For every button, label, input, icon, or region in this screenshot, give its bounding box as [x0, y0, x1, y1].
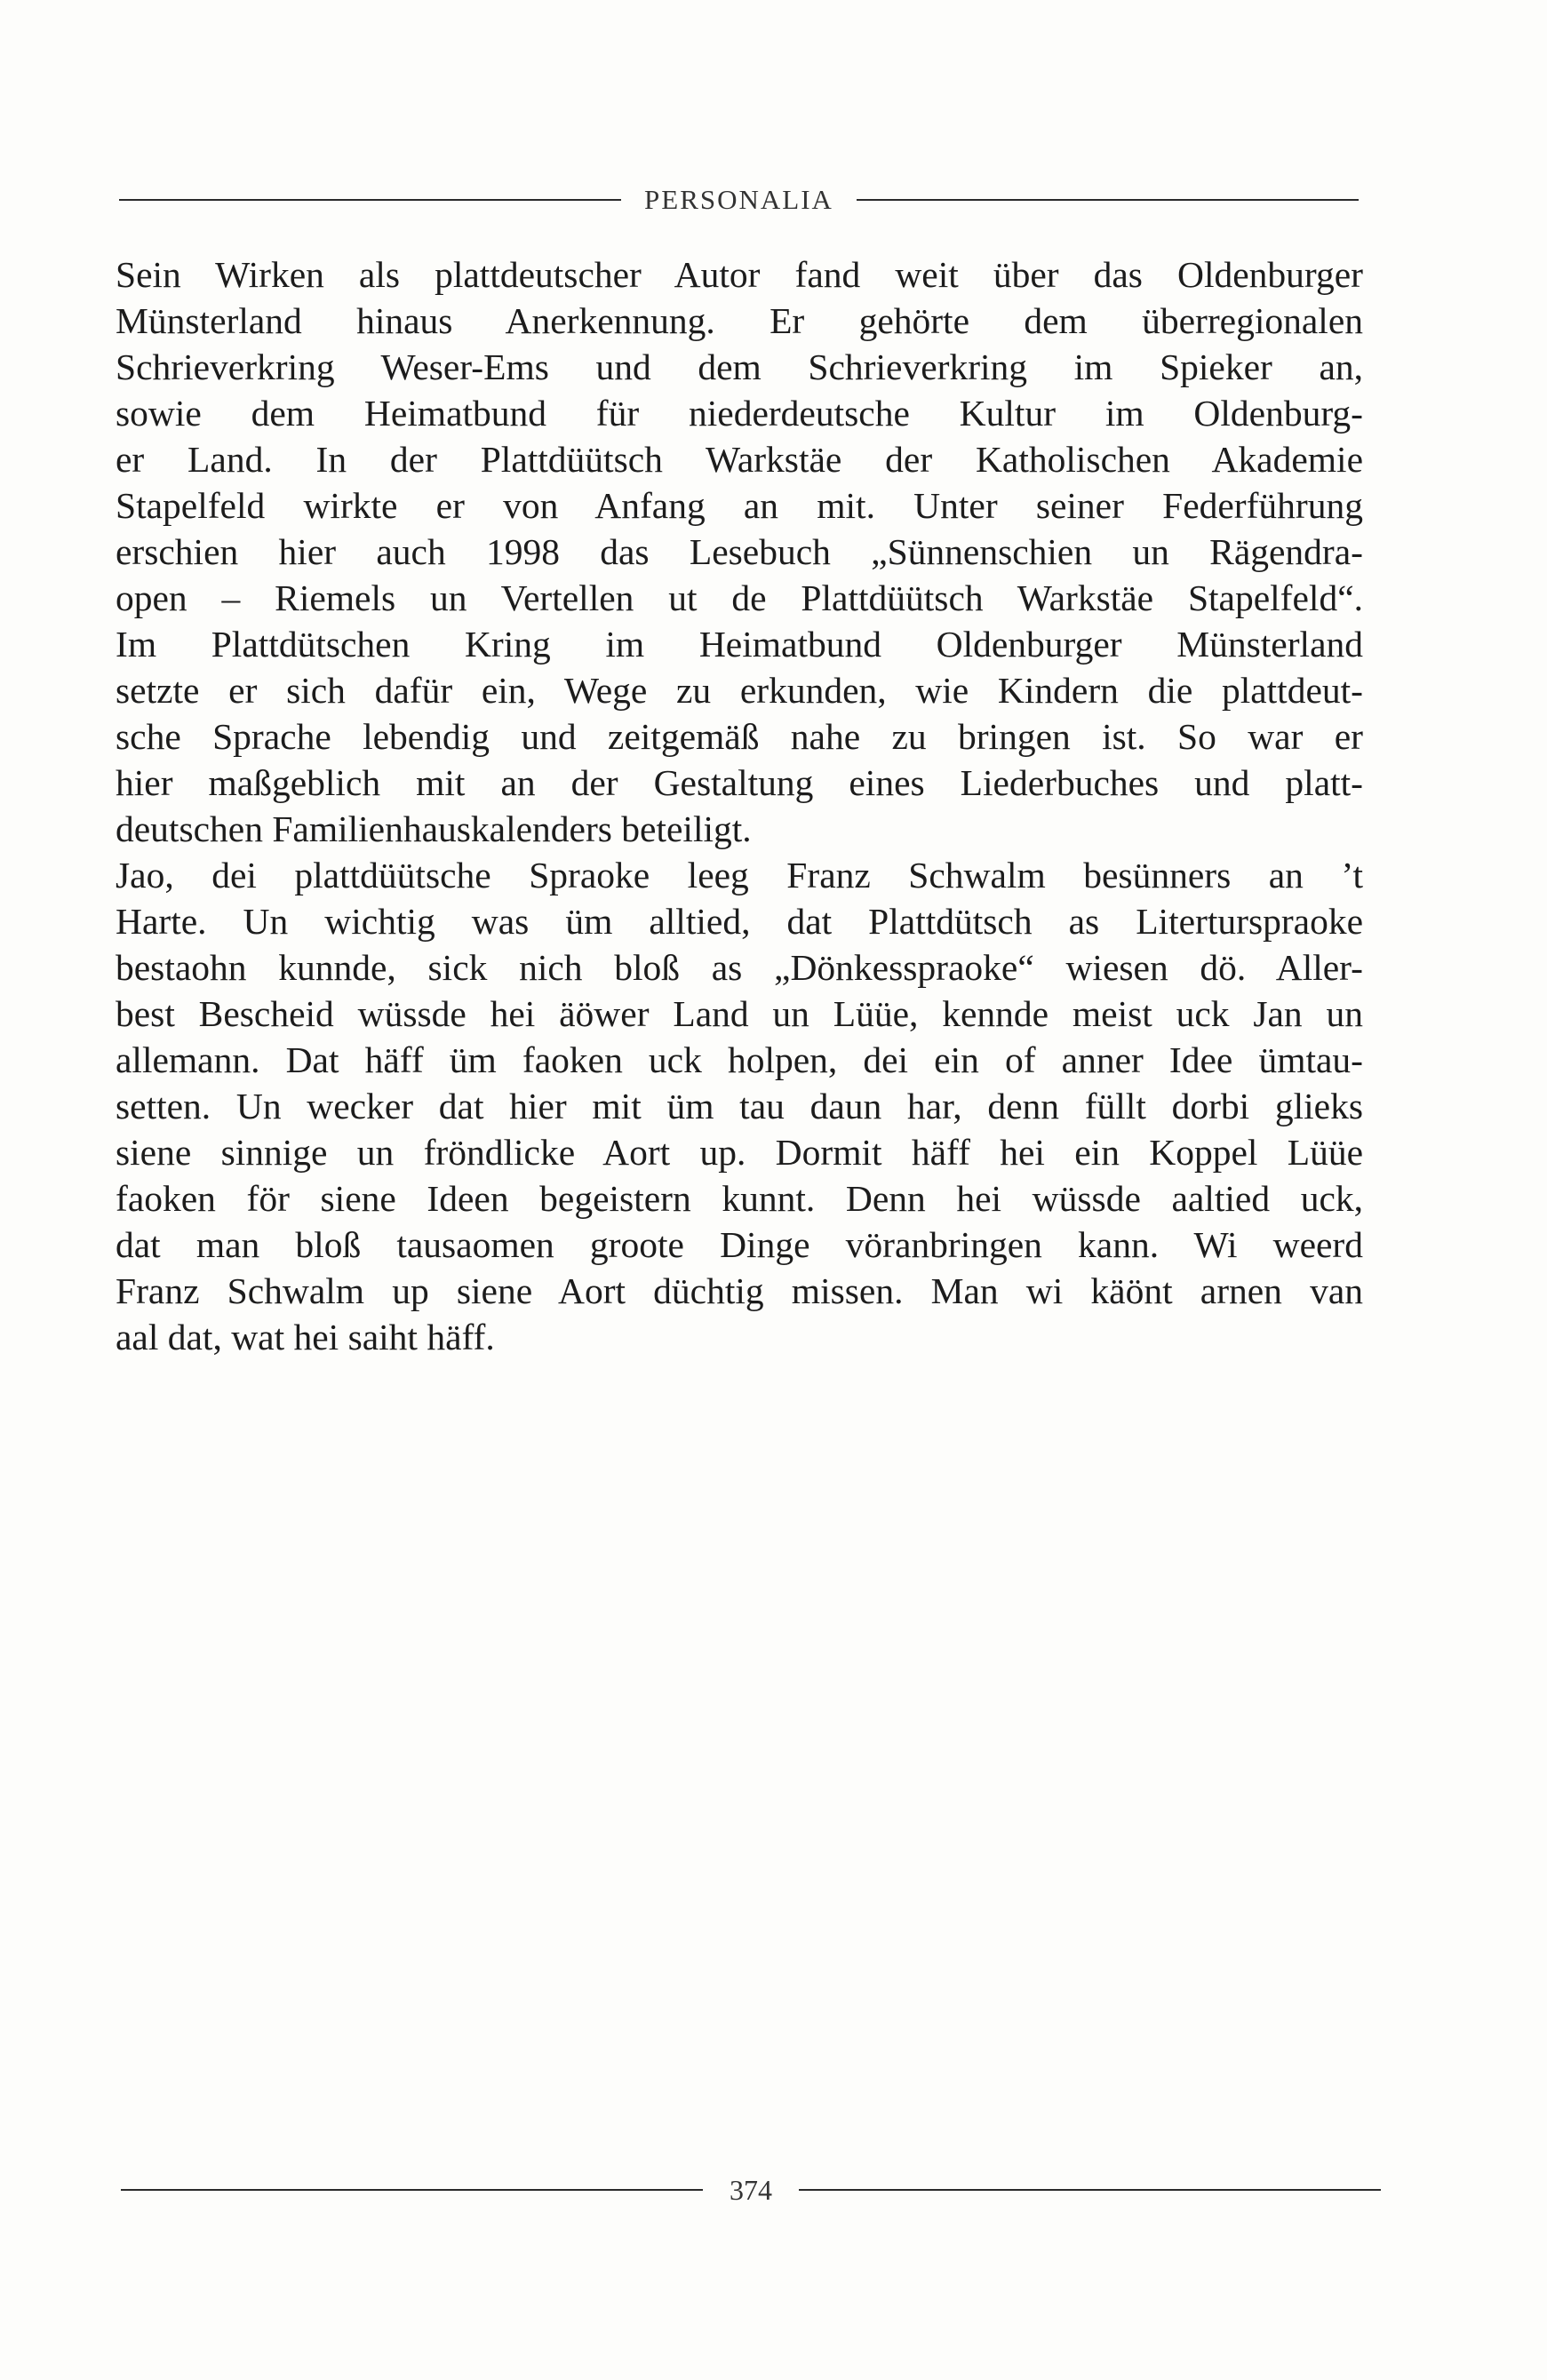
header-rule-right [857, 199, 1359, 201]
text-line: dat man bloß tausaomen groote Dinge vöranbringen kann. Wi weerd [116, 1224, 1363, 1265]
paragraph-end-line: aal dat, wat hei saiht häff. [116, 1317, 495, 1357]
text-line: Münsterland hinaus Anerkennung. Er gehörte dem überregionalen [116, 300, 1363, 341]
text-line: setzte er sich dafür ein, Wege zu erkunden, wie Kindern die plattdeut- [116, 670, 1363, 711]
text-line: sche Sprache lebendig und zeitgemäß nahe zu bringen ist. So war er [116, 716, 1363, 757]
text-line: Jao, dei plattdüütsche Spraoke leeg Franz Schwalm besünners an ’t [116, 855, 1363, 895]
text-line: open – Riemels un Vertellen ut de Plattdüütsch Warkstäe Stapelfeld“. [116, 577, 1363, 618]
text-line: hier maßgeblich mit an der Gestaltung eines Liederbuches und platt- [116, 762, 1363, 803]
text-line: er Land. In der Plattdüütsch Warkstäe der Katholischen Akademie [116, 439, 1363, 480]
text-line: Stapelfeld wirkte er von Anfang an mit. Unter seiner Federführung [116, 485, 1363, 526]
page-footer [121, 2168, 1381, 2212]
text-line: sowie dem Heimatbund für niederdeutsche Kultur im Oldenburg- [116, 393, 1363, 434]
text-line: setten. Un wecker dat hier mit üm tau daun har, denn füllt dorbi glieks [116, 1086, 1363, 1126]
text-line: Sein Wirken als plattdeutscher Autor fand weit über das Oldenburger [116, 254, 1363, 295]
text-line: allemann. Dat häff üm faoken uck holpen, dei ein of anner Idee ümtau- [116, 1039, 1363, 1080]
text-line: bestaohn kunnde, sick nich bloß as „Dönkesspraoke“ wiesen dö. Aller- [116, 947, 1363, 988]
page-number: 374 [730, 2173, 772, 2206]
text-line: Im Plattdütschen Kring im Heimatbund Oldenburger Münsterland [116, 624, 1363, 665]
text-line: siene sinnige un fröndlicke Aort up. Dormit häff hei ein Koppel Lüüe [116, 1132, 1363, 1173]
text-line: faoken för siene Ideen begeistern kunnt. Denn hei wüssde aaltied uck, [116, 1178, 1363, 1219]
text-line: Harte. Un wichtig was üm alltied, dat Plattdütsch as Literturspraoke [116, 901, 1363, 942]
body-text [116, 251, 1363, 1360]
footer-rule-left [121, 2189, 703, 2191]
running-header [119, 178, 1359, 222]
text-line: Schrieverkring Weser-Ems und dem Schrieverkring im Spieker an, [116, 346, 1363, 387]
text-line: erschien hier auch 1998 das Lesebuch „Sünnenschien un Rägendra- [116, 531, 1363, 572]
paragraph-end-line: deutschen Familienhauskalenders beteiligt. [116, 808, 752, 849]
section-title: PERSONALIA [644, 184, 833, 215]
text-line: Franz Schwalm up siene Aort düchtig missen. Man wi käönt arnen van [116, 1270, 1363, 1311]
header-rule-left [119, 199, 621, 201]
footer-rule-right [799, 2189, 1381, 2191]
text-line: best Bescheid wüssde hei äöwer Land un Lüüe, kennde meist uck Jan un [116, 993, 1363, 1034]
